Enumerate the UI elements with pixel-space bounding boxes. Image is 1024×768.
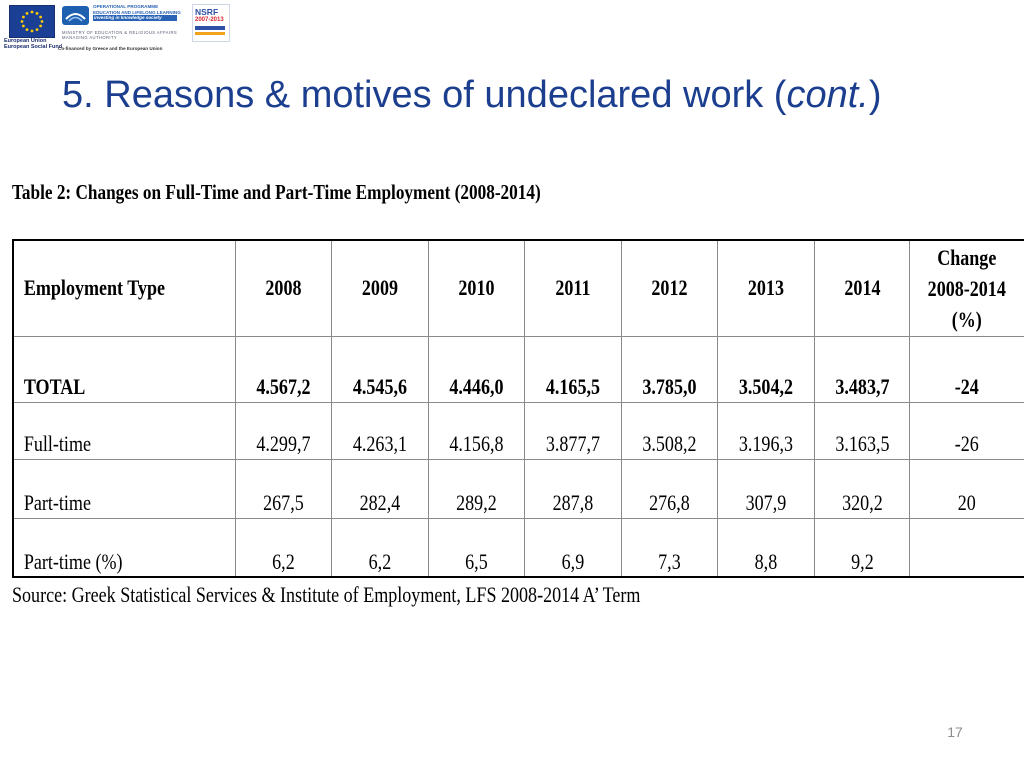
header-year: 2009 (332, 240, 429, 336)
table-cell: 4.299,7 (236, 402, 332, 459)
header-year: 2010 (429, 240, 525, 336)
header-employment-type: Employment Type (13, 240, 236, 336)
table-cell: 4.567,2 (236, 336, 332, 402)
slide-title (62, 70, 882, 120)
partner-logos (0, 0, 232, 56)
change-cell (910, 518, 1024, 577)
ministry-text (62, 30, 192, 41)
table-cell: 6,2 (332, 518, 429, 577)
header-year: 2014 (814, 240, 910, 336)
table-cell: 3.785,0 (621, 336, 717, 402)
table-source-note: Source: Greek Statistical Services & Institute of Employment, LFS 2008-2014 A’ Term (12, 582, 641, 607)
header-change: Change 2008-2014 (%) (910, 240, 1024, 336)
table-cell: 307,9 (717, 459, 814, 518)
table-cell: 3.877,7 (524, 402, 621, 459)
nsrf-logo (192, 4, 230, 42)
ministry-line: MINISTRY OF EDUCATION & RELIGIOUS AFFAIRS (62, 30, 178, 35)
programme-emblem-icon (62, 6, 89, 25)
table-cell: 7,3 (621, 518, 717, 577)
change-cell: -24 (910, 336, 1024, 402)
table-cell: 4.263,1 (332, 402, 429, 459)
row-label: Part-time (13, 459, 236, 518)
page-number: 17 (947, 724, 963, 740)
table-cell: 6,2 (236, 518, 332, 577)
header-year: 2008 (236, 240, 332, 336)
slide-title-close: ) (868, 74, 882, 116)
header-year: 2013 (717, 240, 814, 336)
table-cell: 3.196,3 (717, 402, 814, 459)
slide-title-italic: cont. (786, 74, 869, 116)
nsrf-band (195, 32, 225, 35)
programme-line: EDUCATION AND LIFELONG LEARNING (93, 9, 181, 15)
table-row-part-time-percent (13, 518, 1024, 577)
table-row-total (13, 336, 1024, 402)
cofinanced-caption: Co-financed by Greece and the European Union (58, 46, 163, 51)
eu-caption-line: European Social Fund (4, 44, 63, 50)
table-cell: 3.508,2 (621, 402, 717, 459)
table-cell: 4.446,0 (429, 336, 525, 402)
table-cell: 9,2 (814, 518, 910, 577)
programme-text (93, 4, 181, 21)
header-year: 2012 (621, 240, 717, 336)
table-cell: 4.156,8 (429, 402, 525, 459)
table-cell: 3.163,5 (814, 402, 910, 459)
programme-slogan: investing in knowledge society (93, 15, 177, 21)
table-cell: 4.165,5 (524, 336, 621, 402)
table-cell: 282,4 (332, 459, 429, 518)
table-cell: 3.483,7 (814, 336, 910, 402)
table-cell: 4.545,6 (332, 336, 429, 402)
table-cell: 6,5 (429, 518, 525, 577)
table-cell: 8,8 (717, 518, 814, 577)
table-cell: 3.504,2 (717, 336, 814, 402)
table-cell: 287,8 (524, 459, 621, 518)
row-label: Full-time (13, 402, 236, 459)
table-caption: Table 2: Changes on Full-Time and Part-Time Employment (2008-2014) (12, 180, 541, 204)
nsrf-title: NSRF (195, 7, 219, 17)
table-cell: 276,8 (621, 459, 717, 518)
table-cell: 289,2 (429, 459, 525, 518)
slide-title-main: 5. Reasons & motives of undeclared work ( (62, 74, 787, 116)
change-cell: 20 (910, 459, 1024, 518)
header-year: 2011 (524, 240, 621, 336)
employment-table (12, 239, 1024, 578)
table-row-full-time (13, 402, 1024, 459)
ministry-line: MANAGING AUTHORITY (62, 35, 118, 41)
row-label: TOTAL (13, 336, 236, 402)
table-row-part-time (13, 459, 1024, 518)
table-cell: 320,2 (814, 459, 910, 518)
programme-line: OPERATIONAL PROGRAMME (93, 4, 159, 9)
row-label: Part-time (%) (13, 518, 236, 577)
nsrf-years: 2007-2013 (195, 17, 224, 23)
eu-flag-icon (9, 5, 55, 38)
table-cell: 267,5 (236, 459, 332, 518)
change-cell: -26 (910, 402, 1024, 459)
eu-caption-line: European Union (4, 38, 47, 44)
eu-caption (4, 38, 63, 50)
table-header-row (13, 240, 1024, 336)
table-cell: 6,9 (524, 518, 621, 577)
nsrf-band (195, 26, 225, 30)
